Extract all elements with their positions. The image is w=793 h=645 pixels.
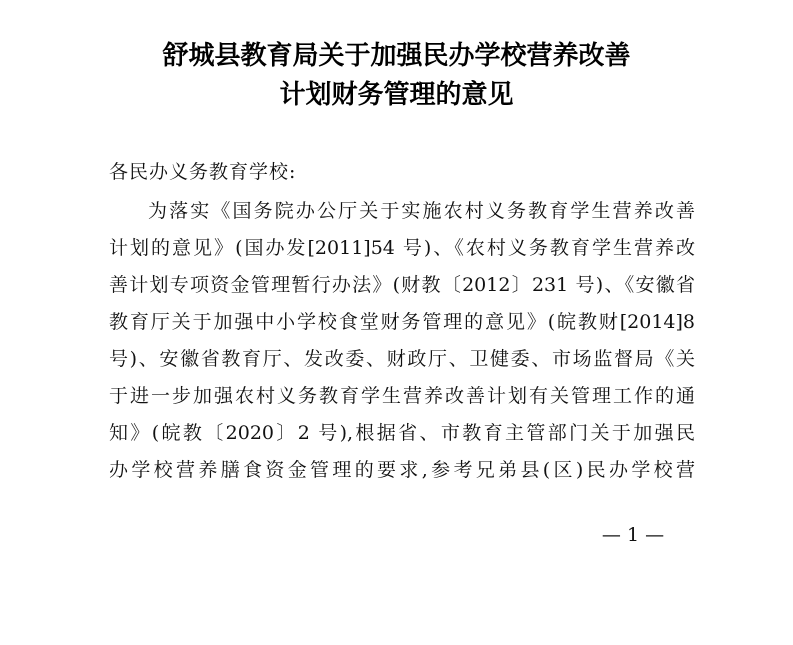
body-line: 号)、安徽省教育厅、发改委、财政厅、卫健委、市场监督局《关 (109, 348, 695, 370)
document-title-line-2: 计划财务管理的意见 (279, 80, 514, 110)
body-line: 善计划专项资金管理暂行办法》(财教〔2012〕231 号)、《安徽省 (109, 274, 695, 296)
body-line: 办学校营养膳食资金管理的要求,参考兄弟县(区)民办学校营 (109, 459, 695, 481)
page-number: — 1 — (601, 524, 665, 546)
body-line: 知》(皖教〔2020〕2 号),根据省、市教育主管部门关于加强民 (109, 422, 695, 444)
document-title-line-1: 舒城县教育局关于加强民办学校营养改善 (162, 41, 631, 71)
body-line: 计划的意见》(国办发[2011]54 号)、《农村义务教育学生营养改 (109, 237, 695, 259)
body-line: 教育厅关于加强中小学校食堂财务管理的意见》(皖教财[2014]8 (109, 311, 695, 333)
body-line: 为落实《国务院办公厅关于实施农村义务教育学生营养改善 (148, 200, 695, 222)
salutation: 各民办义务教育学校: (109, 161, 297, 183)
body-line: 于进一步加强农村义务教育学生营养改善计划有关管理工作的通 (109, 385, 695, 407)
